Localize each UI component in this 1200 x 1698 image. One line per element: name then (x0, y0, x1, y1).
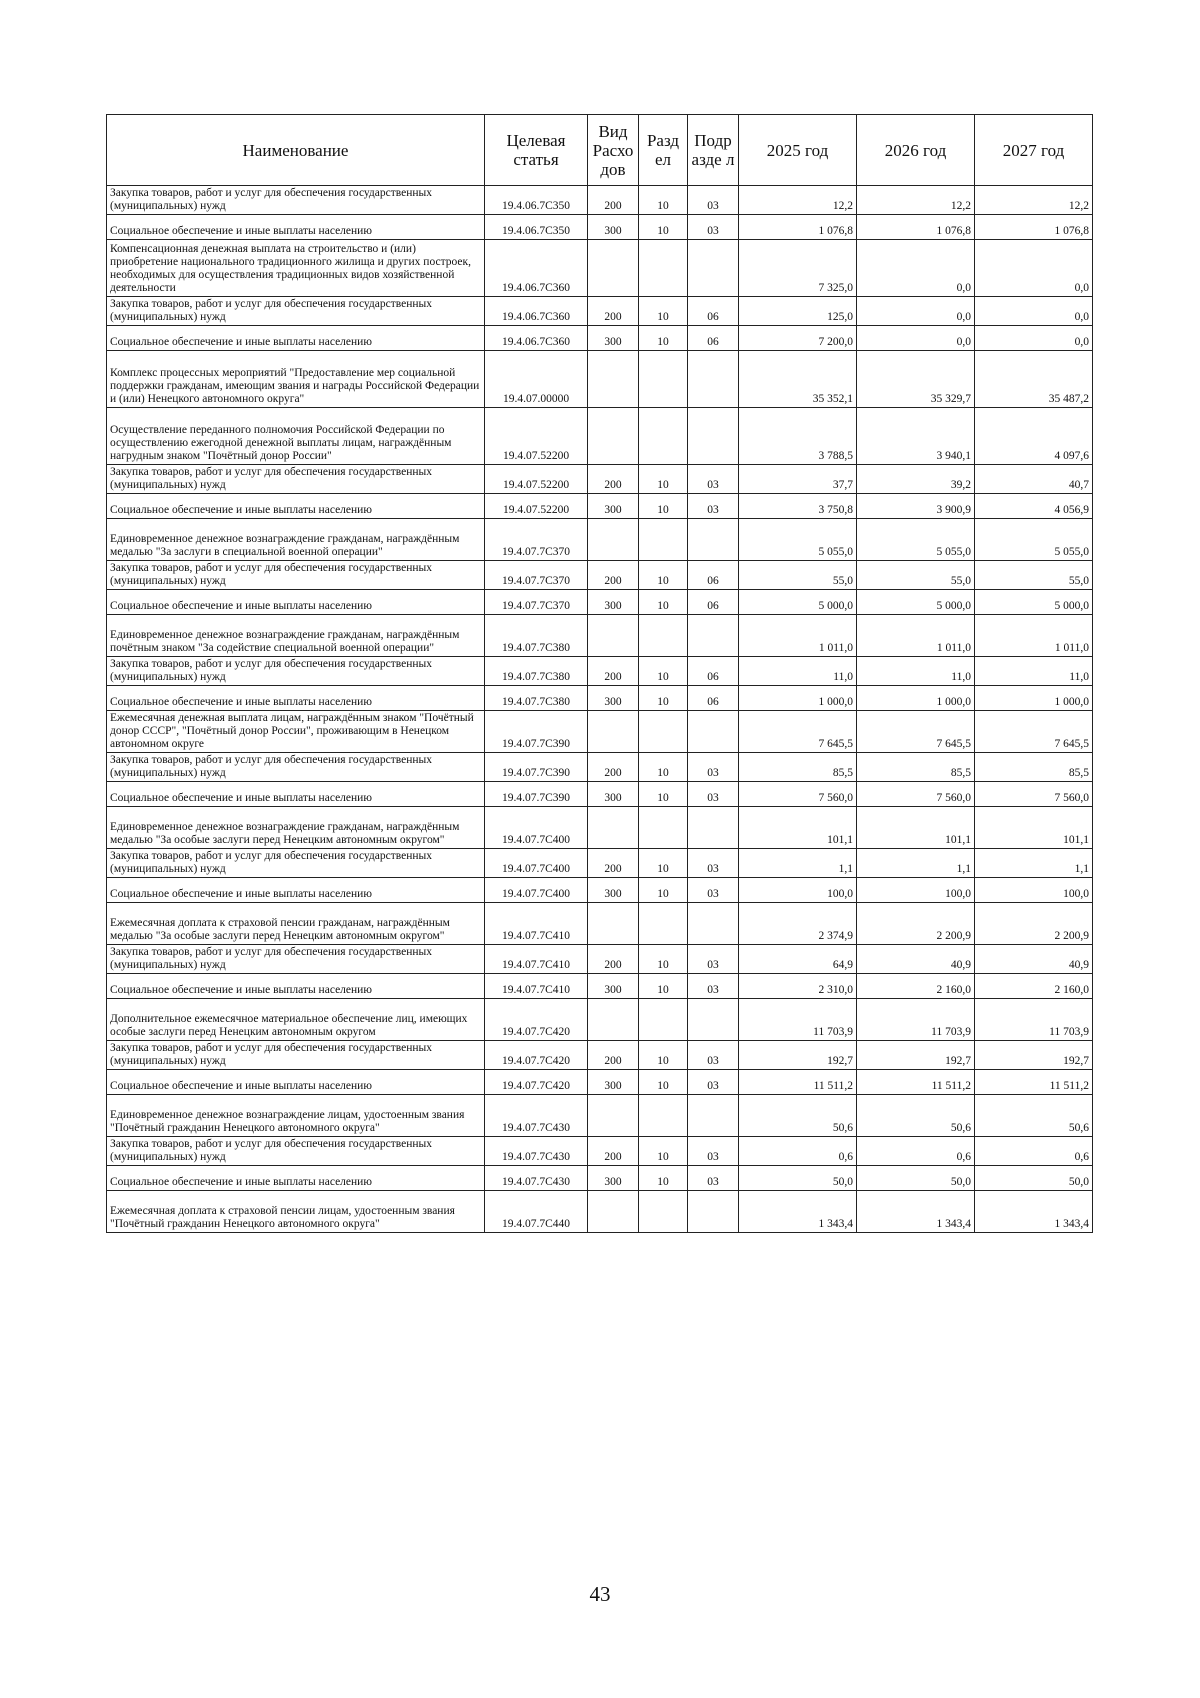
row-section: 10 (639, 974, 688, 999)
row-value-2026: 50,6 (857, 1095, 975, 1137)
row-target-article: 19.4.07.7С440 (485, 1191, 588, 1233)
row-expense-type (588, 807, 639, 849)
row-value-2026: 0,6 (857, 1137, 975, 1166)
row-expense-type: 300 (588, 974, 639, 999)
row-expense-type: 200 (588, 1137, 639, 1166)
row-subsection: 03 (688, 1137, 739, 1166)
row-expense-type: 300 (588, 782, 639, 807)
row-subsection: 06 (688, 326, 739, 351)
row-value-2027: 50,0 (975, 1166, 1093, 1191)
row-value-2025: 7 560,0 (739, 782, 857, 807)
row-name: Социальное обеспечение и иные выплаты населению (107, 1070, 485, 1095)
row-value-2026: 192,7 (857, 1041, 975, 1070)
row-subsection (688, 615, 739, 657)
row-value-2025: 50,0 (739, 1166, 857, 1191)
row-value-2027: 2 160,0 (975, 974, 1093, 999)
row-value-2025: 11 703,9 (739, 999, 857, 1041)
row-value-2026: 11,0 (857, 657, 975, 686)
row-value-2025: 2 374,9 (739, 903, 857, 945)
row-value-2025: 1 343,4 (739, 1191, 857, 1233)
row-subsection: 03 (688, 945, 739, 974)
table-header-row (107, 115, 1093, 186)
row-value-2026: 2 160,0 (857, 974, 975, 999)
row-value-2025: 50,6 (739, 1095, 857, 1137)
row-value-2025: 7 200,0 (739, 326, 857, 351)
row-expense-type (588, 903, 639, 945)
row-section: 10 (639, 1166, 688, 1191)
row-subsection (688, 711, 739, 753)
row-section: 10 (639, 297, 688, 326)
row-name: Единовременное денежное вознаграждение гражданам, награждённым почётным знаком "За содействие специальной военной операции" (107, 615, 485, 657)
row-value-2026: 5 055,0 (857, 519, 975, 561)
row-value-2025: 2 310,0 (739, 974, 857, 999)
row-value-2025: 3 750,8 (739, 494, 857, 519)
row-value-2027: 0,0 (975, 297, 1093, 326)
row-value-2027: 1 000,0 (975, 686, 1093, 711)
row-section: 10 (639, 849, 688, 878)
row-value-2025: 1 011,0 (739, 615, 857, 657)
table-row (107, 351, 1093, 408)
row-target-article: 19.4.06.7С360 (485, 326, 588, 351)
row-name: Социальное обеспечение и иные выплаты населению (107, 686, 485, 711)
row-name: Единовременное денежное вознаграждение гражданам, награждённым медалью "За особые заслуги перед Ненецким автономным округом" (107, 807, 485, 849)
row-value-2026: 1 343,4 (857, 1191, 975, 1233)
row-value-2026: 40,9 (857, 945, 975, 974)
row-value-2027: 2 200,9 (975, 903, 1093, 945)
row-expense-type: 200 (588, 465, 639, 494)
row-value-2025: 0,6 (739, 1137, 857, 1166)
row-value-2026: 3 900,9 (857, 494, 975, 519)
row-value-2027: 1 343,4 (975, 1191, 1093, 1233)
row-expense-type (588, 999, 639, 1041)
row-section: 10 (639, 494, 688, 519)
row-section (639, 408, 688, 465)
row-subsection: 03 (688, 1041, 739, 1070)
row-subsection: 03 (688, 186, 739, 215)
row-target-article: 19.4.07.7С380 (485, 657, 588, 686)
header-target-article: Целевая статья (485, 115, 588, 186)
row-target-article: 19.4.07.7С420 (485, 1070, 588, 1095)
row-value-2026: 0,0 (857, 297, 975, 326)
row-subsection (688, 1095, 739, 1137)
row-target-article: 19.4.07.52200 (485, 494, 588, 519)
row-name: Дополнительное ежемесячное материальное обеспечение лиц, имеющих особые заслуги перед Ненецким автономным округом (107, 999, 485, 1041)
row-section: 10 (639, 465, 688, 494)
row-value-2026: 55,0 (857, 561, 975, 590)
row-name: Социальное обеспечение и иные выплаты населению (107, 494, 485, 519)
row-section: 10 (639, 1070, 688, 1095)
table-row (107, 1095, 1093, 1137)
row-subsection: 03 (688, 1166, 739, 1191)
row-section: 10 (639, 657, 688, 686)
row-target-article: 19.4.07.7С370 (485, 590, 588, 615)
row-target-article: 19.4.07.7С380 (485, 615, 588, 657)
row-value-2027: 40,7 (975, 465, 1093, 494)
row-name: Комплекс процессных мероприятий "Предоставление мер социальной поддержки гражданам, имеющим звания и награды Российской Федерации и (или) Ненецкого автономного округа" (107, 351, 485, 408)
row-value-2025: 11,0 (739, 657, 857, 686)
row-target-article: 19.4.07.7С430 (485, 1095, 588, 1137)
row-name: Ежемесячная доплата к страховой пенсии гражданам, награждённым медалью "За особые заслуги перед Ненецким автономным округом" (107, 903, 485, 945)
row-value-2025: 1 076,8 (739, 215, 857, 240)
row-value-2026: 101,1 (857, 807, 975, 849)
row-name: Закупка товаров, работ и услуг для обеспечения государственных (муниципальных) нужд (107, 186, 485, 215)
row-value-2026: 85,5 (857, 753, 975, 782)
table-row (107, 878, 1093, 903)
row-subsection (688, 519, 739, 561)
row-expense-type: 300 (588, 215, 639, 240)
table-row (107, 903, 1093, 945)
row-expense-type (588, 408, 639, 465)
row-value-2025: 125,0 (739, 297, 857, 326)
table-row (107, 807, 1093, 849)
row-section: 10 (639, 215, 688, 240)
row-subsection: 03 (688, 215, 739, 240)
row-target-article: 19.4.07.7С410 (485, 945, 588, 974)
row-target-article: 19.4.07.7С400 (485, 849, 588, 878)
header-section: Разд ел (639, 115, 688, 186)
header-expense-type: Вид Расхо дов (588, 115, 639, 186)
row-expense-type: 200 (588, 1041, 639, 1070)
row-section (639, 351, 688, 408)
row-value-2027: 100,0 (975, 878, 1093, 903)
header-year-2027: 2027 год (975, 115, 1093, 186)
row-section (639, 615, 688, 657)
row-expense-type (588, 1191, 639, 1233)
table-row (107, 1166, 1093, 1191)
row-value-2025: 101,1 (739, 807, 857, 849)
row-value-2026: 3 940,1 (857, 408, 975, 465)
row-name: Закупка товаров, работ и услуг для обеспечения государственных (муниципальных) нужд (107, 945, 485, 974)
row-value-2025: 100,0 (739, 878, 857, 903)
row-value-2026: 1 076,8 (857, 215, 975, 240)
row-value-2026: 39,2 (857, 465, 975, 494)
table-row (107, 999, 1093, 1041)
row-section: 10 (639, 945, 688, 974)
row-value-2026: 2 200,9 (857, 903, 975, 945)
row-value-2026: 1 011,0 (857, 615, 975, 657)
row-target-article: 19.4.07.7С390 (485, 711, 588, 753)
row-subsection (688, 240, 739, 297)
row-subsection: 03 (688, 782, 739, 807)
row-target-article: 19.4.06.7С360 (485, 240, 588, 297)
row-value-2026: 0,0 (857, 326, 975, 351)
row-expense-type: 200 (588, 753, 639, 782)
row-target-article: 19.4.07.7С370 (485, 519, 588, 561)
row-target-article: 19.4.07.7С430 (485, 1137, 588, 1166)
row-expense-type: 200 (588, 186, 639, 215)
table-row (107, 615, 1093, 657)
row-section: 10 (639, 686, 688, 711)
row-value-2027: 5 055,0 (975, 519, 1093, 561)
table-row (107, 974, 1093, 999)
row-section (639, 903, 688, 945)
row-value-2026: 1,1 (857, 849, 975, 878)
row-value-2026: 100,0 (857, 878, 975, 903)
row-name: Ежемесячная денежная выплата лицам, награждённым знаком "Почётный донор СССР", "Почётный донор России", проживающим в Ненецком автономном округе (107, 711, 485, 753)
header-year-2026: 2026 год (857, 115, 975, 186)
row-value-2025: 37,7 (739, 465, 857, 494)
row-target-article: 19.4.07.7С380 (485, 686, 588, 711)
row-target-article: 19.4.07.7С410 (485, 974, 588, 999)
row-value-2026: 35 329,7 (857, 351, 975, 408)
table-row (107, 753, 1093, 782)
table-row (107, 519, 1093, 561)
row-value-2025: 1,1 (739, 849, 857, 878)
row-subsection: 03 (688, 878, 739, 903)
row-name: Социальное обеспечение и иные выплаты населению (107, 974, 485, 999)
row-value-2027: 1 076,8 (975, 215, 1093, 240)
row-name: Социальное обеспечение и иные выплаты населению (107, 782, 485, 807)
row-value-2026: 5 000,0 (857, 590, 975, 615)
row-value-2027: 7 645,5 (975, 711, 1093, 753)
row-value-2027: 1 011,0 (975, 615, 1093, 657)
page-number: 43 (589, 1582, 611, 1606)
row-value-2026: 0,0 (857, 240, 975, 297)
row-value-2025: 7 645,5 (739, 711, 857, 753)
row-expense-type: 300 (588, 590, 639, 615)
row-section (639, 240, 688, 297)
row-value-2027: 11 703,9 (975, 999, 1093, 1041)
row-name: Закупка товаров, работ и услуг для обеспечения государственных (муниципальных) нужд (107, 849, 485, 878)
row-value-2026: 11 511,2 (857, 1070, 975, 1095)
row-name: Социальное обеспечение и иные выплаты населению (107, 590, 485, 615)
row-value-2027: 7 560,0 (975, 782, 1093, 807)
row-name: Закупка товаров, работ и услуг для обеспечения государственных (муниципальных) нужд (107, 657, 485, 686)
row-value-2025: 5 055,0 (739, 519, 857, 561)
row-section: 10 (639, 186, 688, 215)
row-value-2027: 12,2 (975, 186, 1093, 215)
row-section: 10 (639, 590, 688, 615)
row-value-2025: 1 000,0 (739, 686, 857, 711)
row-value-2025: 192,7 (739, 1041, 857, 1070)
row-subsection: 03 (688, 974, 739, 999)
row-subsection: 03 (688, 753, 739, 782)
row-subsection: 03 (688, 1070, 739, 1095)
row-target-article: 19.4.07.00000 (485, 351, 588, 408)
row-subsection (688, 807, 739, 849)
row-value-2027: 85,5 (975, 753, 1093, 782)
row-target-article: 19.4.07.52200 (485, 465, 588, 494)
row-target-article: 19.4.07.7С370 (485, 561, 588, 590)
row-expense-type (588, 711, 639, 753)
row-value-2027: 35 487,2 (975, 351, 1093, 408)
row-value-2027: 0,0 (975, 240, 1093, 297)
row-expense-type: 300 (588, 878, 639, 903)
row-section: 10 (639, 782, 688, 807)
row-value-2026: 7 645,5 (857, 711, 975, 753)
row-subsection: 06 (688, 686, 739, 711)
table-row (107, 240, 1093, 297)
row-name: Ежемесячная доплата к страховой пенсии лицам, удостоенным звания "Почётный гражданин Ненецкого автономного округа" (107, 1191, 485, 1233)
row-expense-type: 200 (588, 297, 639, 326)
row-expense-type: 200 (588, 849, 639, 878)
row-expense-type (588, 240, 639, 297)
header-name: Наименование (107, 115, 485, 186)
row-value-2026: 50,0 (857, 1166, 975, 1191)
table-row (107, 494, 1093, 519)
row-subsection (688, 903, 739, 945)
row-section: 10 (639, 326, 688, 351)
row-expense-type: 300 (588, 1070, 639, 1095)
header-year-2025: 2025 год (739, 115, 857, 186)
row-name: Закупка товаров, работ и услуг для обеспечения государственных (муниципальных) нужд (107, 465, 485, 494)
row-value-2027: 1,1 (975, 849, 1093, 878)
row-name: Единовременное денежное вознаграждение гражданам, награждённым медалью "За заслуги в специальной военной операции" (107, 519, 485, 561)
row-expense-type: 300 (588, 326, 639, 351)
table-row (107, 465, 1093, 494)
table-row (107, 1137, 1093, 1166)
row-subsection: 06 (688, 561, 739, 590)
row-value-2025: 5 000,0 (739, 590, 857, 615)
table-row (107, 215, 1093, 240)
row-section (639, 807, 688, 849)
row-subsection (688, 408, 739, 465)
row-expense-type (588, 1095, 639, 1137)
table-row (107, 1191, 1093, 1233)
row-section (639, 711, 688, 753)
row-name: Социальное обеспечение и иные выплаты населению (107, 326, 485, 351)
row-target-article: 19.4.06.7С350 (485, 215, 588, 240)
row-subsection: 03 (688, 494, 739, 519)
row-section: 10 (639, 1137, 688, 1166)
row-target-article: 19.4.07.7С410 (485, 903, 588, 945)
row-section: 10 (639, 878, 688, 903)
row-target-article: 19.4.07.7С400 (485, 807, 588, 849)
row-value-2027: 5 000,0 (975, 590, 1093, 615)
row-expense-type: 200 (588, 561, 639, 590)
row-subsection: 03 (688, 849, 739, 878)
row-value-2026: 1 000,0 (857, 686, 975, 711)
row-name: Закупка товаров, работ и услуг для обеспечения государственных (муниципальных) нужд (107, 297, 485, 326)
row-name: Социальное обеспечение и иные выплаты населению (107, 1166, 485, 1191)
row-value-2027: 0,6 (975, 1137, 1093, 1166)
row-expense-type (588, 519, 639, 561)
row-subsection: 06 (688, 590, 739, 615)
table-row (107, 1041, 1093, 1070)
row-section (639, 519, 688, 561)
row-subsection: 06 (688, 657, 739, 686)
budget-table (106, 114, 1093, 1233)
row-value-2025: 7 325,0 (739, 240, 857, 297)
header-subsection: Подр азде л (688, 115, 739, 186)
row-name: Закупка товаров, работ и услуг для обеспечения государственных (муниципальных) нужд (107, 1041, 485, 1070)
row-value-2027: 55,0 (975, 561, 1093, 590)
table-row (107, 326, 1093, 351)
row-expense-type: 300 (588, 1166, 639, 1191)
row-target-article: 19.4.06.7С350 (485, 186, 588, 215)
row-value-2027: 0,0 (975, 326, 1093, 351)
table-row (107, 408, 1093, 465)
row-target-article: 19.4.07.7С400 (485, 878, 588, 903)
row-value-2025: 12,2 (739, 186, 857, 215)
row-expense-type (588, 615, 639, 657)
row-section: 10 (639, 753, 688, 782)
row-name: Закупка товаров, работ и услуг для обеспечения государственных (муниципальных) нужд (107, 1137, 485, 1166)
row-expense-type: 200 (588, 657, 639, 686)
row-section (639, 1191, 688, 1233)
table-row (107, 849, 1093, 878)
row-name: Единовременное денежное вознаграждение лицам, удостоенным звания "Почётный гражданин Ненецкого автономного округа" (107, 1095, 485, 1137)
table-row (107, 590, 1093, 615)
row-target-article: 19.4.07.7С420 (485, 1041, 588, 1070)
row-value-2025: 3 788,5 (739, 408, 857, 465)
row-value-2026: 11 703,9 (857, 999, 975, 1041)
table-row (107, 186, 1093, 215)
row-value-2027: 4 056,9 (975, 494, 1093, 519)
row-expense-type: 200 (588, 945, 639, 974)
row-name: Закупка товаров, работ и услуг для обеспечения государственных (муниципальных) нужд (107, 753, 485, 782)
table-body (107, 186, 1093, 1233)
row-target-article: 19.4.06.7С360 (485, 297, 588, 326)
row-value-2027: 11,0 (975, 657, 1093, 686)
row-name: Осуществление переданного полномочия Российской Федерации по осуществлению ежегодной денежной выплаты лицам, награждённым нагрудным знаком "Почётный донор России" (107, 408, 485, 465)
row-subsection (688, 1191, 739, 1233)
row-target-article: 19.4.07.7С390 (485, 782, 588, 807)
row-subsection: 03 (688, 465, 739, 494)
table-row (107, 657, 1093, 686)
row-section: 10 (639, 1041, 688, 1070)
row-value-2027: 11 511,2 (975, 1070, 1093, 1095)
row-target-article: 19.4.07.7С420 (485, 999, 588, 1041)
row-expense-type (588, 351, 639, 408)
row-target-article: 19.4.07.7С430 (485, 1166, 588, 1191)
row-section (639, 999, 688, 1041)
row-value-2025: 55,0 (739, 561, 857, 590)
row-value-2025: 64,9 (739, 945, 857, 974)
row-subsection: 06 (688, 297, 739, 326)
row-name: Социальное обеспечение и иные выплаты населению (107, 215, 485, 240)
row-value-2027: 101,1 (975, 807, 1093, 849)
row-expense-type: 300 (588, 686, 639, 711)
row-value-2027: 50,6 (975, 1095, 1093, 1137)
row-name: Компенсационная денежная выплата на строительство и (или) приобретение национального традиционного жилища и других построек, необходимых для осуществления традиционных видов хозяйственной деятельности (107, 240, 485, 297)
row-value-2027: 4 097,6 (975, 408, 1093, 465)
row-value-2025: 11 511,2 (739, 1070, 857, 1095)
table-row (107, 297, 1093, 326)
row-name: Закупка товаров, работ и услуг для обеспечения государственных (муниципальных) нужд (107, 561, 485, 590)
row-section (639, 1095, 688, 1137)
table-row (107, 686, 1093, 711)
row-value-2027: 40,9 (975, 945, 1093, 974)
row-subsection (688, 351, 739, 408)
table-row (107, 782, 1093, 807)
row-value-2025: 85,5 (739, 753, 857, 782)
row-expense-type: 300 (588, 494, 639, 519)
row-value-2026: 12,2 (857, 186, 975, 215)
row-section: 10 (639, 561, 688, 590)
row-name: Социальное обеспечение и иные выплаты населению (107, 878, 485, 903)
row-value-2027: 192,7 (975, 1041, 1093, 1070)
table-row (107, 711, 1093, 753)
table-row (107, 945, 1093, 974)
table-row (107, 1070, 1093, 1095)
row-target-article: 19.4.07.7С390 (485, 753, 588, 782)
row-subsection (688, 999, 739, 1041)
row-target-article: 19.4.07.52200 (485, 408, 588, 465)
row-value-2026: 7 560,0 (857, 782, 975, 807)
table-row (107, 561, 1093, 590)
row-value-2025: 35 352,1 (739, 351, 857, 408)
